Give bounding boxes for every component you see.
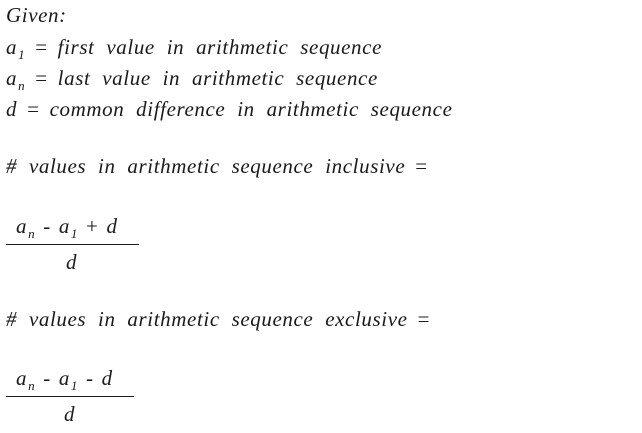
minus-operator: - — [86, 366, 94, 390]
fraction-bar — [6, 396, 134, 397]
inclusive-label: # values in arithmetic sequence inclusive — [6, 154, 406, 178]
definition-text: first value in arithmetic sequence — [57, 35, 383, 59]
numerator: $a_n - a_1$ - d — [16, 366, 113, 393]
denominator: d — [66, 250, 77, 274]
equals-sign: = — [415, 154, 428, 178]
definition-text: common difference in arithmetic sequence — [49, 97, 453, 121]
minus-operator: - — [43, 214, 51, 238]
given-label: Given: — [6, 3, 67, 27]
subscript: n — [18, 78, 26, 93]
denominator: d — [64, 402, 75, 426]
minus-operator: - — [43, 366, 51, 390]
exclusive-label-line — [6, 307, 440, 332]
fraction-bar — [6, 244, 139, 245]
symbol: $a_1$ — [6, 35, 26, 62]
symbol: $a_n$ — [6, 66, 26, 93]
numerator: $a_n - a_1 + d$ — [16, 214, 118, 241]
definition-text: last value in arithmetic sequence — [57, 66, 378, 90]
symbol: d — [6, 97, 18, 121]
equals-sign: = — [417, 307, 431, 331]
equals-sign: = — [35, 35, 48, 59]
subscript: 1 — [18, 47, 26, 62]
definition-d — [6, 97, 453, 122]
plus-operator: + — [86, 214, 99, 238]
definition-an — [6, 66, 378, 91]
inclusive-label-line — [6, 154, 438, 179]
equals-sign: = — [35, 66, 48, 90]
equals-sign: = — [27, 97, 40, 121]
definition-a1 — [6, 35, 382, 60]
exclusive-label: # values in arithmetic sequence exclusive — [6, 307, 408, 331]
